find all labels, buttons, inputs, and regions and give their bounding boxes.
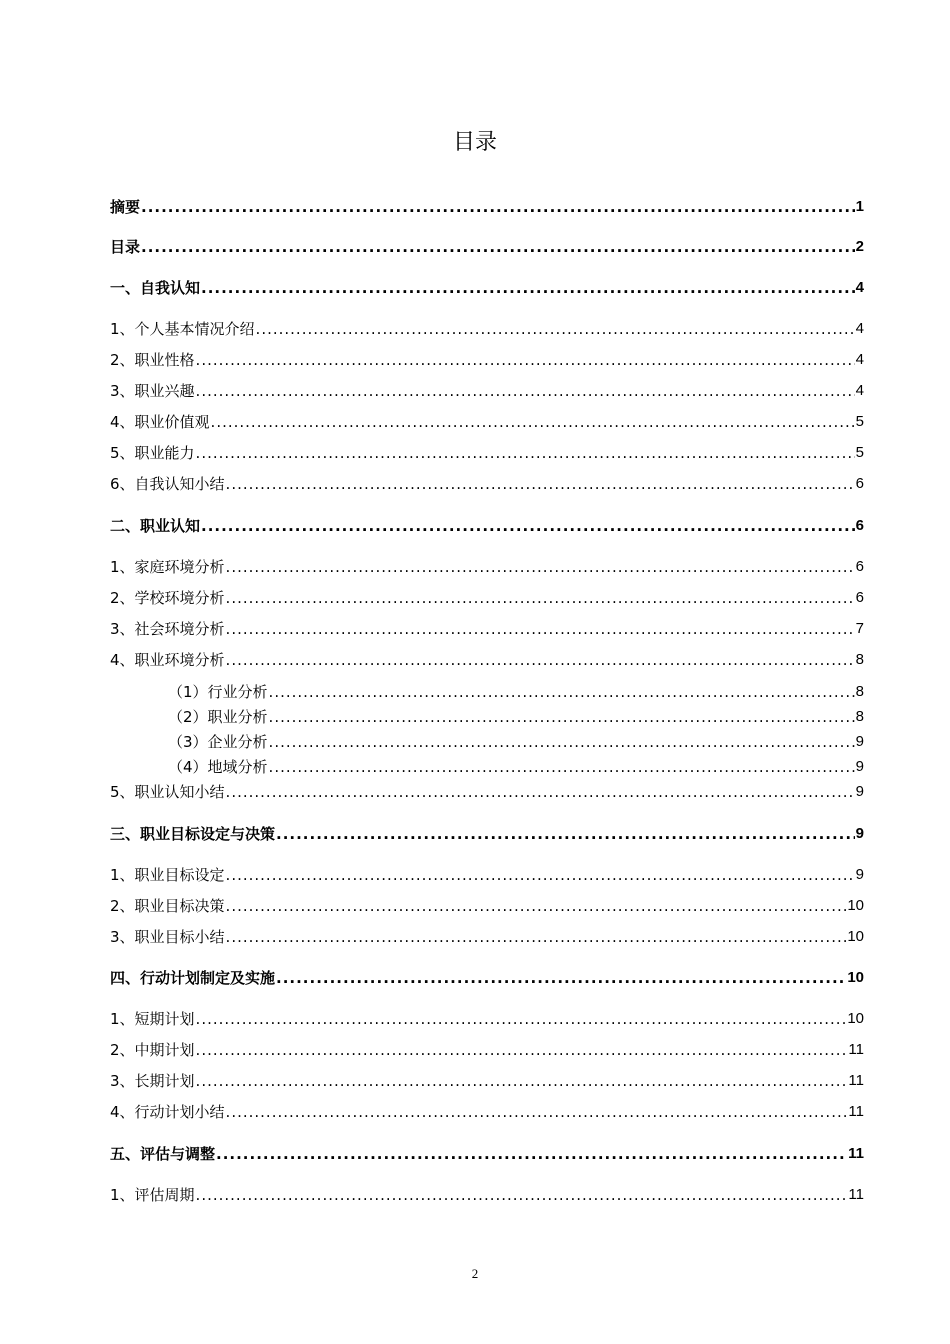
toc-entry-page: 10	[847, 928, 864, 945]
toc-entry[interactable]	[168, 730, 864, 752]
toc-entry[interactable]	[110, 276, 864, 298]
toc-entry-title: 五、评估与调整	[110, 1145, 216, 1163]
toc-dot-leader	[256, 319, 855, 339]
toc-entry-page: 1	[855, 198, 864, 215]
toc-entry-page: 9	[855, 783, 864, 800]
toc-entry[interactable]	[110, 235, 864, 257]
toc-entry-page: 8	[855, 708, 864, 725]
toc-entry-title: 2、中期计划	[110, 1041, 195, 1059]
toc-entry-page: 6	[855, 517, 864, 534]
toc-entry-title: 二、职业认知	[110, 517, 201, 535]
toc-entry-title: 摘要	[110, 198, 141, 216]
toc-entry-page: 11	[848, 1072, 864, 1089]
toc-entry[interactable]	[110, 1069, 864, 1091]
toc-entry-title: 2、职业性格	[110, 351, 195, 369]
toc-entry-title: 一、自我认知	[110, 279, 201, 297]
toc-entry-title: 4、职业环境分析	[110, 651, 225, 669]
toc-entry[interactable]	[110, 472, 864, 494]
toc-dot-leader	[226, 865, 855, 885]
toc-dot-leader	[226, 474, 855, 494]
toc-entry[interactable]	[110, 1142, 864, 1164]
toc-entry-title: 1、短期计划	[110, 1010, 195, 1028]
toc-dot-leader	[276, 968, 846, 988]
toc-entry-page: 8	[855, 651, 864, 668]
toc-dot-leader	[196, 381, 855, 401]
toc-entry-title: 4、职业价值观	[110, 413, 210, 431]
toc-dot-leader	[216, 1144, 847, 1164]
toc-entry-page: 6	[855, 589, 864, 606]
toc-dot-leader	[196, 443, 855, 463]
toc-entry-page: 11	[848, 1186, 864, 1203]
page-number: 2	[471, 1266, 479, 1281]
toc-entry-page: 10	[847, 1010, 864, 1027]
toc-entry[interactable]	[110, 780, 864, 802]
toc-entry[interactable]	[110, 894, 864, 916]
toc-entry-title: 2、职业目标决策	[110, 897, 225, 915]
toc-entry[interactable]	[110, 586, 864, 608]
toc-entry[interactable]	[110, 555, 864, 577]
toc-dot-leader	[196, 1040, 848, 1060]
toc-entry-title: 6、自我认知小结	[110, 475, 225, 493]
toc-dot-leader	[211, 412, 855, 432]
toc-entry[interactable]	[110, 195, 864, 217]
toc-dot-leader	[196, 1071, 848, 1091]
toc-dot-leader	[196, 1185, 848, 1205]
toc-entry-page: 9	[855, 733, 864, 750]
toc-entry-page: 11	[848, 1103, 864, 1120]
toc-dot-leader	[226, 588, 855, 608]
toc-entry[interactable]	[110, 514, 864, 536]
toc-entry-page: 11	[848, 1041, 864, 1058]
toc-entry[interactable]	[110, 441, 864, 463]
toc-entry[interactable]	[110, 648, 864, 670]
toc-entry-title: 1、职业目标设定	[110, 866, 225, 884]
toc-dot-leader	[196, 1009, 847, 1029]
toc-entry-title: （4）地域分析	[168, 758, 268, 776]
toc-dot-leader	[269, 732, 855, 752]
toc-entry[interactable]	[110, 863, 864, 885]
toc-entry[interactable]	[110, 1183, 864, 1205]
toc-entry-title: 5、职业认知小结	[110, 783, 225, 801]
toc-dot-leader	[226, 1102, 848, 1122]
toc-entry[interactable]	[110, 379, 864, 401]
toc-entry-page: 9	[855, 825, 864, 842]
toc-dot-leader	[226, 927, 847, 947]
toc-dot-leader	[141, 197, 855, 217]
toc-entry[interactable]	[110, 317, 864, 339]
toc-dot-leader	[141, 237, 855, 257]
toc-dot-leader	[201, 278, 855, 298]
toc-entry-page: 4	[855, 382, 864, 399]
toc-dot-leader	[196, 350, 855, 370]
toc-entry-title: （1）行业分析	[168, 683, 268, 701]
toc-dot-leader	[269, 682, 855, 702]
toc-entry-page: 11	[848, 1145, 864, 1162]
toc-entry-page: 4	[855, 320, 864, 337]
toc-entry[interactable]	[110, 1038, 864, 1060]
toc-entry-page: 5	[855, 444, 864, 461]
toc-entry-title: 5、职业能力	[110, 444, 195, 462]
toc-entry-page: 9	[855, 758, 864, 775]
toc-entry-title: 2、学校环境分析	[110, 589, 225, 607]
toc-dot-leader	[226, 557, 855, 577]
toc-dot-leader	[269, 707, 855, 727]
toc-entry-page: 2	[855, 238, 864, 255]
toc-entry-title: 3、社会环境分析	[110, 620, 225, 638]
toc-entry[interactable]	[110, 1100, 864, 1122]
toc-entry-title: 四、行动计划制定及实施	[110, 969, 276, 987]
toc-dot-leader	[226, 896, 847, 916]
toc-entry[interactable]	[110, 822, 864, 844]
toc-dot-leader	[226, 619, 855, 639]
toc-entry-title: （3）企业分析	[168, 733, 268, 751]
toc-entry-page: 5	[855, 413, 864, 430]
toc-entry-title: 三、职业目标设定与决策	[110, 825, 276, 843]
toc-entry[interactable]	[168, 755, 864, 777]
toc-entry-title: 1、个人基本情况介绍	[110, 320, 255, 338]
toc-entry-page: 8	[855, 683, 864, 700]
toc-entry[interactable]	[110, 966, 864, 988]
toc-entry-page: 10	[847, 897, 864, 914]
toc-dot-leader	[226, 782, 855, 802]
page-title: 目录	[452, 130, 497, 155]
toc-entry-page: 6	[855, 558, 864, 575]
toc-entry[interactable]	[168, 705, 864, 727]
toc-dot-leader	[226, 650, 855, 670]
toc-dot-leader	[276, 824, 855, 844]
toc-entry-title: 3、职业兴趣	[110, 382, 195, 400]
toc-entry-title: （2）职业分析	[168, 708, 268, 726]
toc-entry-page: 9	[855, 866, 864, 883]
toc-entry-title: 目录	[110, 238, 141, 256]
toc-dot-leader	[269, 757, 855, 777]
toc-entry-title: 1、评估周期	[110, 1186, 195, 1204]
toc-entry-title: 1、家庭环境分析	[110, 558, 225, 576]
toc-entry-page: 4	[855, 279, 864, 296]
toc-entry-title: 3、长期计划	[110, 1072, 195, 1090]
toc-entry-page: 6	[855, 475, 864, 492]
toc-entry-page: 10	[847, 969, 864, 986]
toc-entry[interactable]	[110, 1007, 864, 1029]
toc-entry[interactable]	[110, 410, 864, 432]
toc-entry[interactable]	[110, 348, 864, 370]
toc-entry-title: 4、行动计划小结	[110, 1103, 225, 1121]
toc-entry[interactable]	[110, 617, 864, 639]
toc-entry-page: 7	[855, 620, 864, 637]
toc-dot-leader	[201, 516, 855, 536]
toc-entry[interactable]	[110, 925, 864, 947]
toc-entry[interactable]	[168, 680, 864, 702]
toc-entry-title: 3、职业目标小结	[110, 928, 225, 946]
toc-entry-page: 4	[855, 351, 864, 368]
